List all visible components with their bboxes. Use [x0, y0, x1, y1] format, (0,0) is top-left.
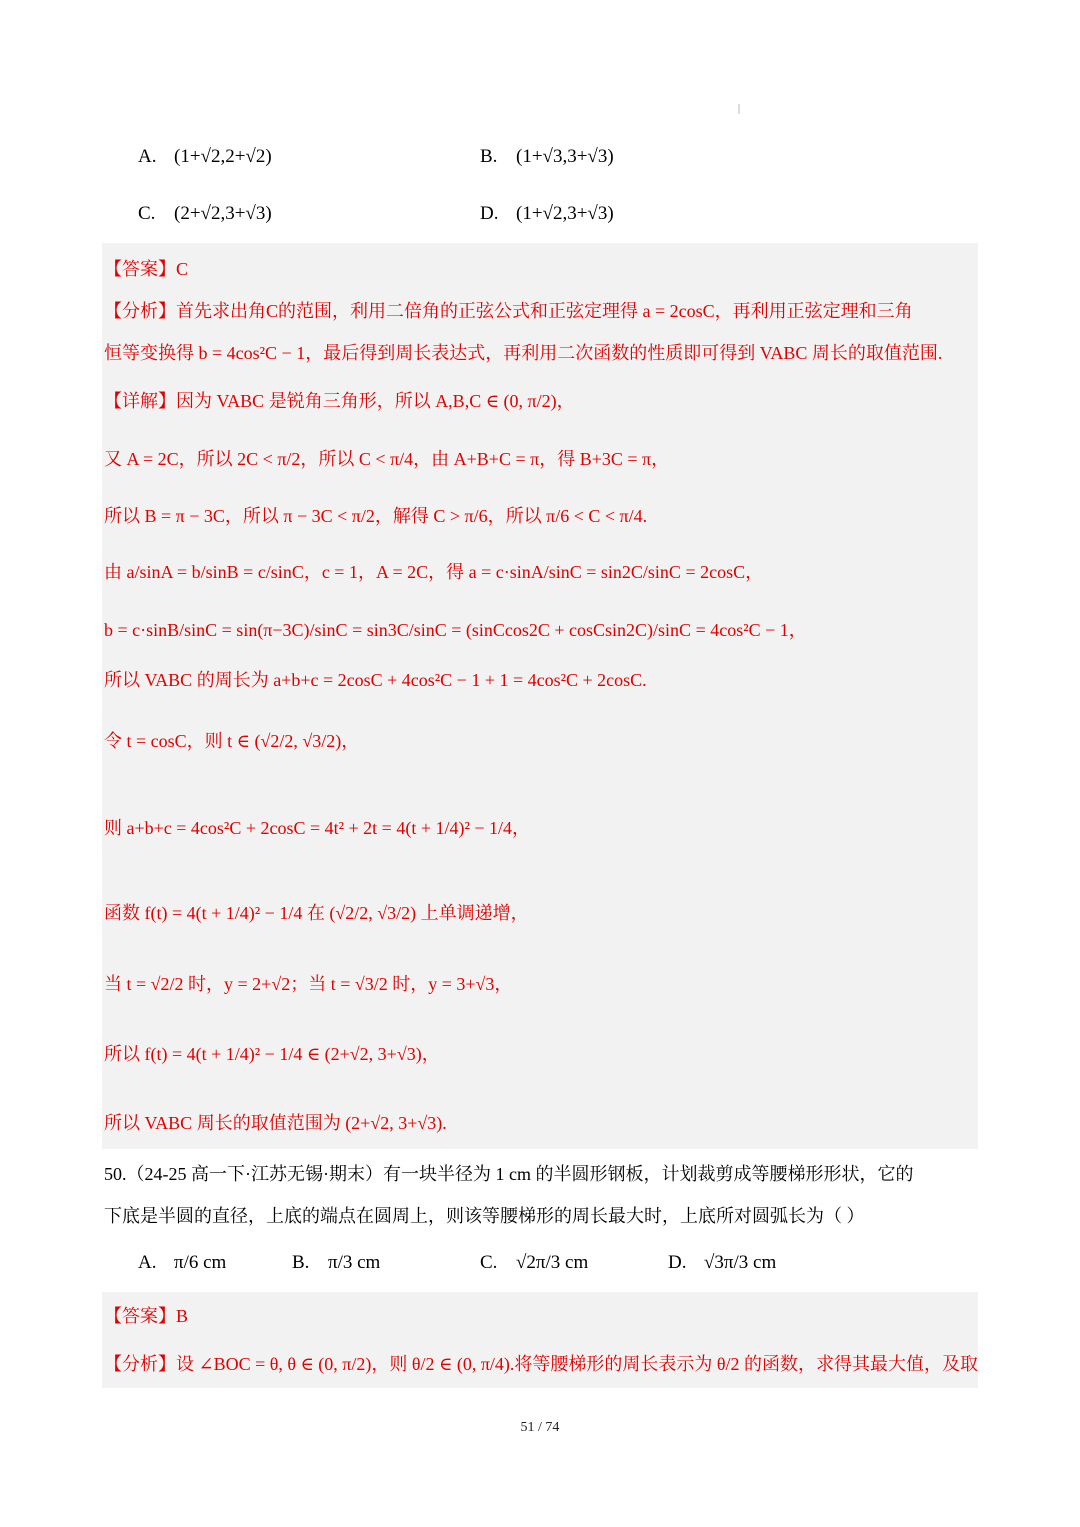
detail-line-1 — [104, 387, 575, 413]
option-c — [138, 203, 272, 225]
option-label: A. — [138, 1252, 157, 1273]
answer-tag: 【答案】 — [104, 259, 176, 279]
option-label: D. — [480, 203, 499, 224]
detail-line-4: 由 a/sinA = b/sinB = c/sinC，c = 1，A = 2C，得 a = c·sinA/sinC = sin2C/sinC = 2cosC， — [104, 562, 764, 582]
option-text: (1+√2,3+√3) — [516, 203, 614, 224]
analysis-line-1 — [104, 297, 913, 323]
analysis-line-2: 恒等变换得 b = 4cos²C − 1，最后得到周长表达式，再利用二次函数的性质即可得到 VABC 周长的取值范围. — [104, 343, 943, 363]
option-text: π/3 cm — [328, 1252, 381, 1273]
question-50-line-1: 50.（24-25 高一下·江苏无锡·期末）有一块半径为 1 cm 的半圆形钢板，计划裁剪成等腰梯形形状，它的 — [104, 1164, 914, 1184]
option-a — [138, 1252, 226, 1274]
option-text: (1+√2,2+√2) — [174, 146, 272, 167]
analysis-line-1 — [104, 1350, 978, 1376]
option-label: B. — [480, 146, 498, 167]
analysis-tag: 【分析】 — [104, 301, 176, 321]
answer-line — [104, 255, 188, 281]
detail-line-5: b = c·sinB/sinC = sin(π−3C)/sinC = sin3C/sinC = (sinCcos2C + cosCsin2C)/sinC = 4cos²C − 1， — [104, 620, 807, 640]
option-d — [668, 1252, 776, 1274]
option-label: D. — [668, 1252, 687, 1273]
answer-value: C — [176, 259, 189, 279]
detail-line-11: 所以 f(t) = 4(t + 1/4)² − 1/4 ∈ (2+√2, 3+√3)， — [104, 1044, 440, 1064]
detail-text: 因为 VABC 是锐角三角形，所以 A,B,C ∈ (0, π/2)， — [176, 391, 575, 411]
option-d — [480, 203, 614, 225]
option-text: (2+√2,3+√3) — [174, 203, 272, 224]
option-text: √3π/3 cm — [704, 1252, 777, 1273]
page-number: 51 / 74 — [520, 1420, 560, 1435]
detail-line-12: 所以 VABC 周长的取值范围为 (2+√2, 3+√3). — [104, 1113, 447, 1133]
option-label: B. — [292, 1252, 310, 1273]
solution-block-49 — [102, 243, 978, 1149]
question-50-line-2: 下底是半圆的直径，上底的端点在圆周上，则该等腰梯形的周长最大时，上底所对圆弧长为（ ） — [104, 1206, 865, 1226]
answer-tag: 【答案】 — [104, 1306, 176, 1326]
detail-line-10: 当 t = √2/2 时，y = 2+√2；当 t = √3/2 时，y = 3+√3， — [104, 974, 513, 994]
option-b — [480, 146, 614, 168]
analysis-text: 设 ∠BOC = θ, θ ∈ (0, π/2)，则 θ/2 ∈ (0, π/4).将等腰梯形的周长表示为 θ/2 的函数，求得其最大值，及取 — [176, 1354, 979, 1374]
detail-line-6: 所以 VABC 的周长为 a+b+c = 2cosC + 4cos²C − 1 + 1 = 4cos²C + 2cosC. — [104, 670, 647, 690]
option-text: (1+√3,3+√3) — [516, 146, 614, 167]
option-label: A. — [138, 146, 157, 167]
option-text: π/6 cm — [174, 1252, 227, 1273]
answer-line — [104, 1302, 188, 1328]
option-b — [292, 1252, 380, 1274]
detail-line-7: 令 t = cosC，则 t ∈ (√2/2, √3/2)， — [104, 731, 360, 751]
solution-block-50 — [102, 1292, 978, 1388]
detail-line-9: 函数 f(t) = 4(t + 1/4)² − 1/4 在 (√2/2, √3/2) 上单调递增， — [104, 903, 529, 923]
answer-value: B — [176, 1306, 189, 1326]
option-label: C. — [480, 1252, 498, 1273]
analysis-text: 首先求出角C的范围，利用二倍角的正弦公式和正弦定理得 a = 2cosC，再利用正弦定理和三角 — [176, 301, 913, 321]
option-a — [138, 146, 272, 168]
detail-line-2: 又 A = 2C，所以 2C < π/2，所以 C < π/4，由 A+B+C = π，得 B+3C = π， — [104, 449, 670, 469]
option-c — [480, 1252, 588, 1274]
analysis-tag: 【分析】 — [104, 1354, 176, 1374]
option-label: C. — [138, 203, 156, 224]
margin-mark — [738, 104, 740, 114]
option-text: √2π/3 cm — [516, 1252, 589, 1273]
detail-line-8: 则 a+b+c = 4cos²C + 2cosC = 4t² + 2t = 4(t + 1/4)² − 1/4， — [104, 818, 531, 838]
detail-line-3: 所以 B = π − 3C，所以 π − 3C < π/2，解得 C > π/6，所以 π/6 < C < π/4. — [104, 506, 648, 526]
detail-tag: 【详解】 — [104, 391, 176, 411]
